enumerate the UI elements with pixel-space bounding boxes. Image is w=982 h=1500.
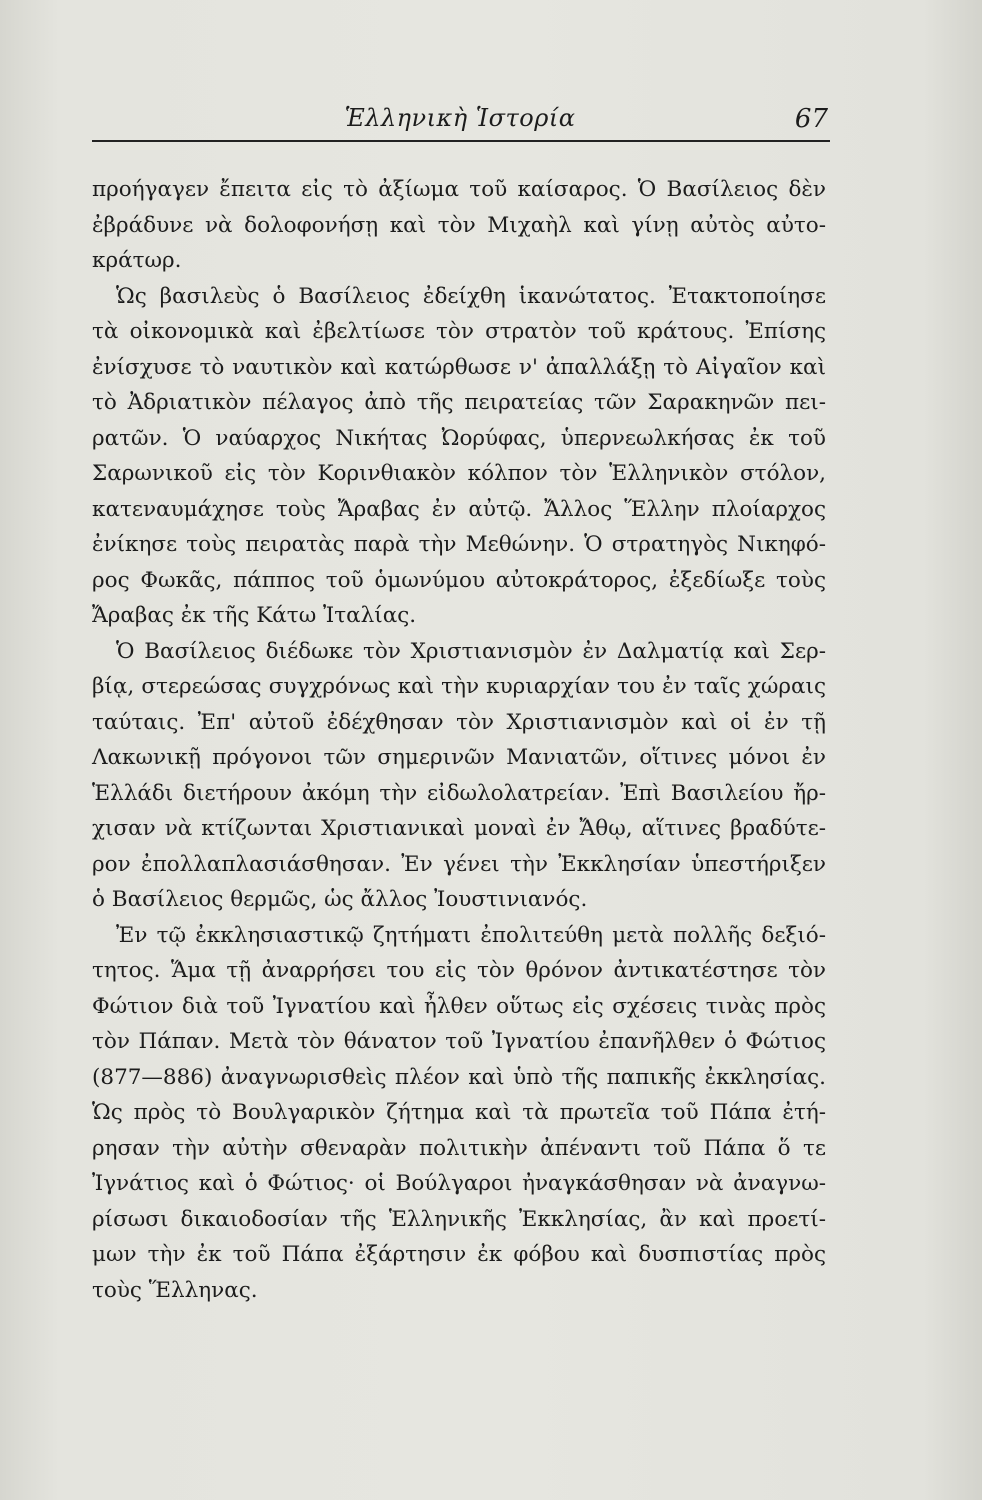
text-line: τὸ Ἀδριατικὸν πέλαγος ἀπὸ τῆς πειρατείας τῶν Σαρακηνῶν πει- [92, 390, 826, 415]
text-line: βίᾳ, στερεώσας συγχρόνως καὶ τὴν κυριαρχίαν του ἐν ταῖς χώραις [92, 674, 826, 699]
text-line: Ἰγνάτιος καὶ ὁ Φώτιος· οἱ Βούλγαροι ἠναγκάσθησαν νὰ ἀναγνω- [92, 1171, 826, 1196]
text-line: ἐνίκησε τοὺς πειρατὰς παρὰ τὴν Μεθώνην. Ὁ στρατηγὸς Νικηφό- [92, 532, 826, 557]
text-line: χισαν νὰ κτίζωνται Χριστιανικαὶ μοναὶ ἐν Ἄθῳ, αἵτινες βραδύτε- [92, 816, 826, 841]
running-header [92, 100, 828, 136]
text-line: τητος. Ἅμα τῇ ἀναρρήσει του εἰς τὸν θρόνον ἀντικατέστησε τὸν [92, 958, 826, 983]
text-line: (877—886) ἀναγνωρισθεὶς πλέον καὶ ὑπὸ τῆς παπικῆς ἐκκλησίας. [92, 1064, 826, 1090]
text-line: κράτωρ. [92, 248, 182, 273]
text-line: Σαρωνικοῦ εἰς τὸν Κορινθιακὸν κόλπον τὸν Ἑλληνικὸν στόλον, [92, 461, 826, 486]
text-line: Ἄραβας ἐκ τῆς Κάτω Ἰταλίας. [92, 603, 417, 628]
text-line: ἐβράδυνε νὰ δολοφονήσῃ καὶ τὸν Μιχαὴλ καὶ γίνῃ αὐτὸς αὐτο- [92, 212, 826, 238]
page-number: 67 [794, 104, 828, 134]
running-title: Ἑλληνικὴ Ἱστορία [344, 104, 576, 132]
text-line: ἐνίσχυσε τὸ ναυτικὸν καὶ κατώρθωσε ν' ἀπαλλάξῃ τὸ Αἰγαῖον καὶ [92, 354, 826, 380]
text-line: Ὡς βασιλεὺς ὁ Βασίλειος ἐδείχθη ἱκανώτατος. Ἐτακτοποίησε [116, 283, 826, 309]
text-line: Ἐν τῷ ἐκκλησιαστικῷ ζητήματι ἐπολιτεύθη μετὰ πολλῆς δεξιό- [116, 922, 826, 948]
text-line: ταύταις. Ἐπ' αὐτοῦ ἐδέχθησαν τὸν Χριστιανισμὸν καὶ οἱ ἐν τῇ [92, 709, 826, 735]
text-line: ὁ Βασίλειος θερμῶς, ὡς ἄλλος Ἰουστινιανός. [92, 887, 588, 912]
text-line: ρίσωσι δικαιοδοσίαν τῆς Ἑλληνικῆς Ἐκκλησίας, ἂν καὶ προετί- [92, 1206, 826, 1232]
text-line: Λακωνικῇ πρόγονοι τῶν σημερινῶν Μανιατῶν, οἵτινες μόνοι ἐν [92, 745, 826, 770]
text-line: ρος Φωκᾶς, πάππος τοῦ ὁμωνύμου αὐτοκράτορος, ἐξεδίωξε τοὺς [92, 567, 826, 593]
header-rule [92, 140, 830, 142]
text-line: Ὡς πρὸς τὸ Βουλγαρικὸν ζήτημα καὶ τὰ πρωτεῖα τοῦ Πάπα ἐτή- [92, 1100, 826, 1125]
text-line: τὸν Πάπαν. Μετὰ τὸν θάνατον τοῦ Ἰγνατίου ἐπανῆλθεν ὁ Φώτιος [92, 1029, 826, 1054]
text-line: τοὺς Ἕλληνας. [92, 1277, 258, 1303]
body-text [92, 172, 826, 1308]
text-line: κατεναυμάχησε τοὺς Ἄραβας ἐν αὐτῷ. Ἄλλος Ἕλλην πλοίαρχος [92, 496, 826, 522]
text-line: Φώτιον διὰ τοῦ Ἰγνατίου καὶ ἦλθεν οὕτως εἰς σχέσεις τινὰς πρὸς [92, 993, 826, 1019]
text-line: ρησαν τὴν αὐτὴν σθεναρὰν πολιτικὴν ἀπέναντι τοῦ Πάπα ὅ τε [92, 1135, 826, 1161]
text-line: Ἑλλάδι διετήρουν ἀκόμη τὴν εἰδωλολατρείαν. Ἐπὶ Βασιλείου ἤρ- [92, 780, 826, 806]
text-line: Ὁ Βασίλειος διέδωκε τὸν Χριστιανισμὸν ἐν Δαλματίᾳ καὶ Σερ- [116, 638, 826, 664]
text-line: τὰ οἰκονομικὰ καὶ ἐβελτίωσε τὸν στρατὸν τοῦ κράτους. Ἐπίσης [92, 319, 826, 344]
text-line: ρον ἐπολλαπλασιάσθησαν. Ἐν γένει τὴν Ἐκκλησίαν ὑπεστήριξεν [92, 851, 826, 877]
text-line: μων τὴν ἐκ τοῦ Πάπα ἐξάρτησιν ἐκ φόβου καὶ δυσπιστίας πρὸς [92, 1242, 826, 1267]
text-line: προήγαγεν ἔπειτα εἰς τὸ ἀξίωμα τοῦ καίσαρος. Ὁ Βασίλειος δὲν [92, 177, 826, 202]
text-line: ρατῶν. Ὁ ναύαρχος Νικήτας Ὠορύφας, ὑπερνεωλκήσας ἐκ τοῦ [92, 425, 826, 451]
